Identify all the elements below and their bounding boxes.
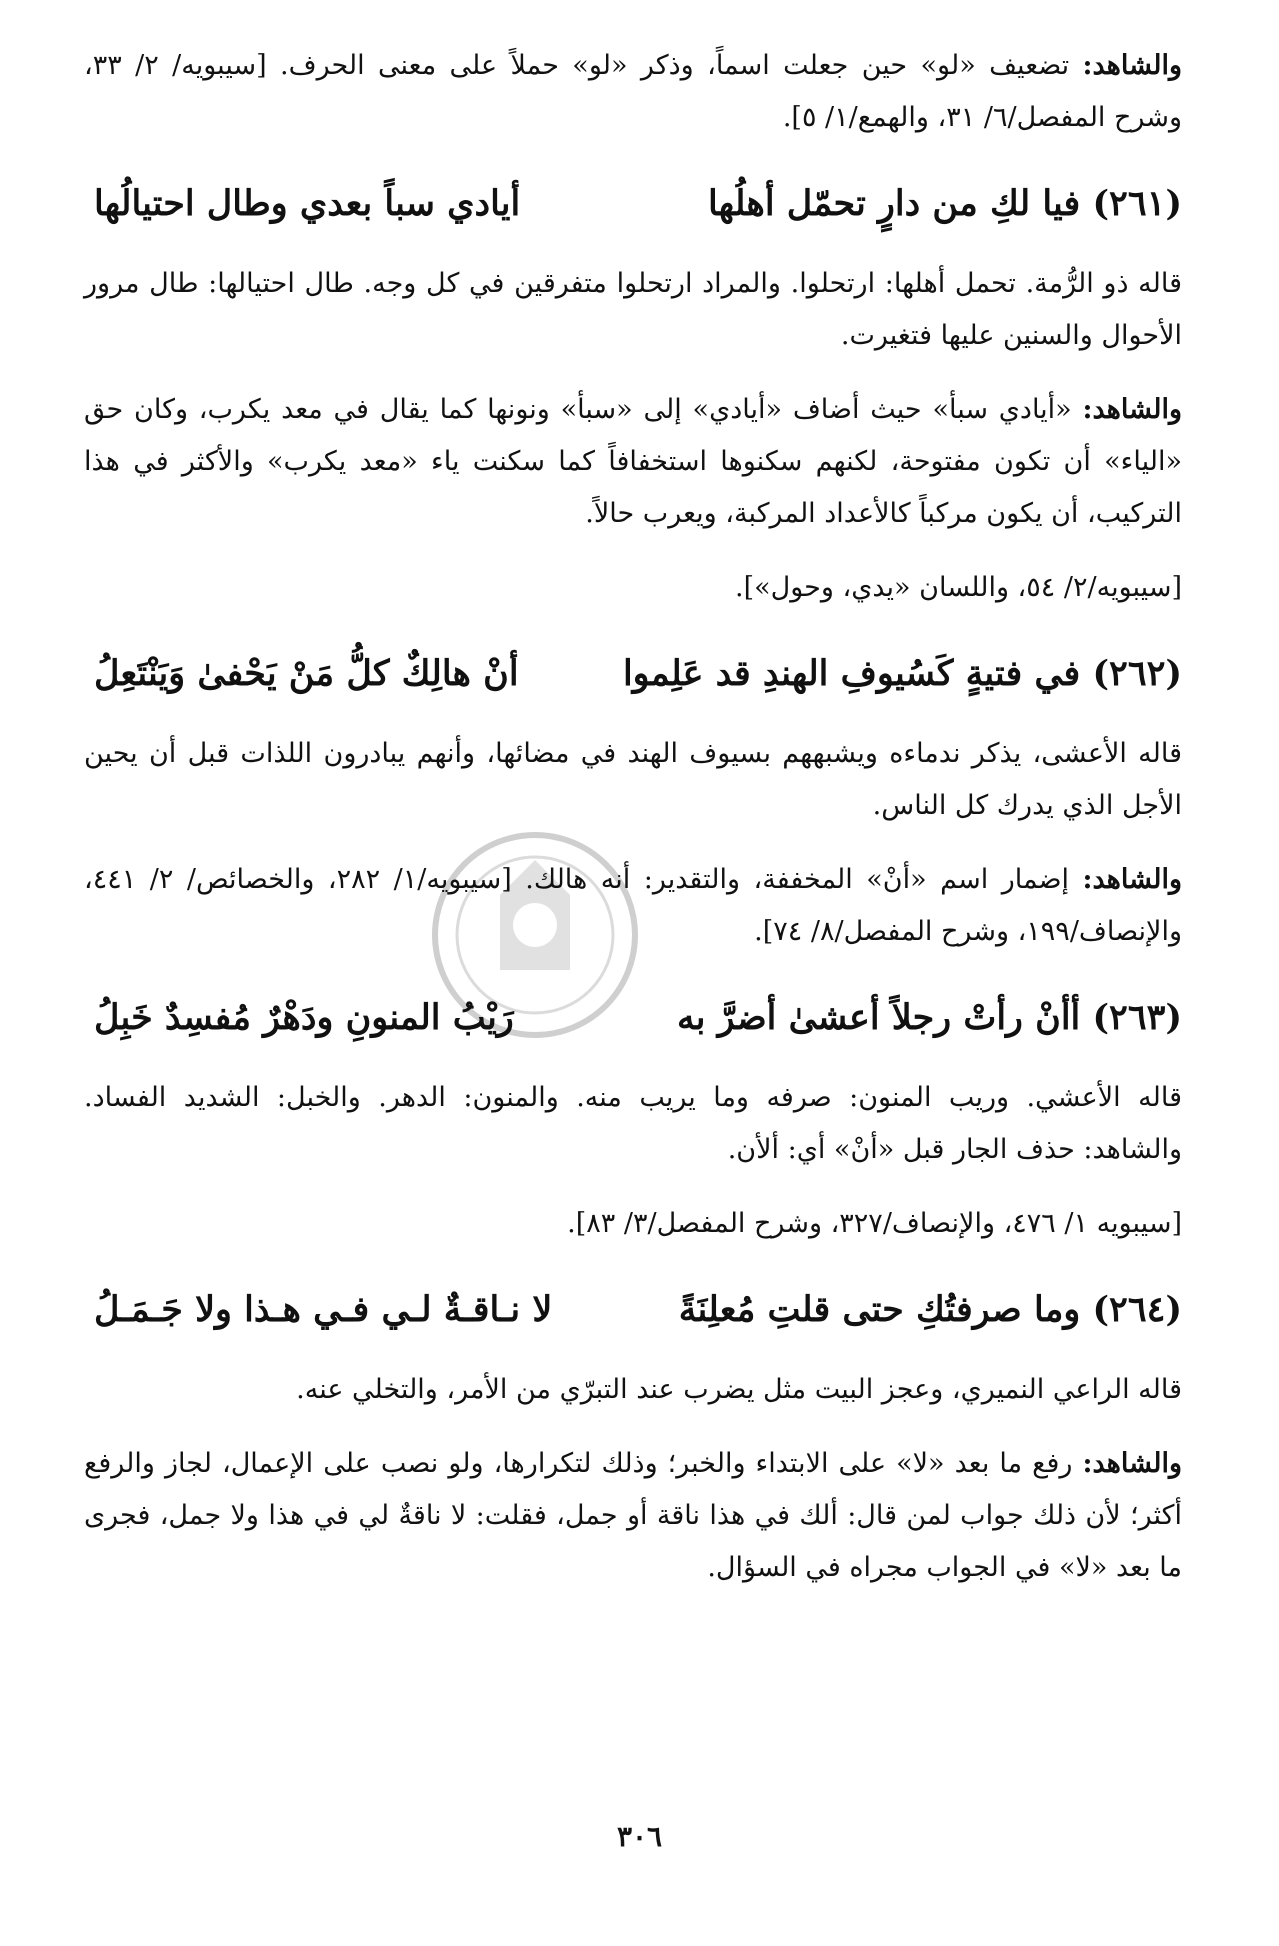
- verse-second-hemistich: أيادي سباً بعدي وطال احتيالُها: [94, 183, 521, 224]
- paragraph-text: «أيادي سبأ» حيث أضاف «أيادي» إلى «سبأ» ونونها كما يقال في معد يكرب، وكان حق «الياء» أن تكون مفتوحة، لكنهم سكنوها استخفافاً كما سكنت ياء «معد يكرب» والأكثر في هذا التركيب، أن يكون مركباً كالأعداد المركبة، ويعرب حالاً.: [84, 394, 1182, 529]
- commentary-paragraph: [84, 40, 1182, 144]
- commentary-paragraph: [84, 1438, 1182, 1594]
- verse-line: [84, 642, 1182, 706]
- verse-first-hemistich: (٢٦١) فيا لكِ من دارٍ تحمّل أهلُها: [708, 183, 1182, 224]
- paragraph-text: [سيبويه/٢/ ٥٤، واللسان «يدي، وحول»].: [734, 572, 1182, 603]
- commentary-paragraph: [84, 384, 1182, 540]
- verse-line: [84, 986, 1182, 1050]
- verse-line: [84, 1278, 1182, 1342]
- paragraph-lead: والشاهد:: [1082, 864, 1183, 895]
- commentary-paragraph: [84, 1198, 1182, 1250]
- document-page: [84, 40, 1182, 1594]
- paragraph-text: إضمار اسم «أنْ» المخففة، والتقدير: أنه هالك. [سيبويه/١/ ٢٨٢، والخصائص/ ٢/ ٤٤١، والإنصاف/١٩٩، وشرح المفصل/٨/ ٧٤].: [84, 864, 1182, 947]
- paragraph-lead: والشاهد:: [1082, 50, 1183, 81]
- paragraph-text: قاله ذو الرُّمة. تحمل أهلها: ارتحلوا. والمراد ارتحلوا متفرقين في كل وجه. طال احتيالها: طال مرور الأحوال والسنين عليها فتغيرت.: [84, 268, 1182, 351]
- paragraph-text: رفع ما بعد «لا» على الابتداء والخبر؛ وذلك لتكرارها، ولو نصب على الإعمال، لجاز والرفع أكثر؛ لأن ذلك جواب لمن قال: ألك في هذا ناقة أو جمل، فقلت: لا ناقةٌ لي في هذا ولا جمل، فجرى ما بعد «لا» في الجواب مجراه في السؤال.: [84, 1448, 1182, 1583]
- verse-second-hemistich: رَيْبُ المنونِ ودَهْرٌ مُفسِدٌ خَبِلُ: [94, 997, 514, 1038]
- verse-first-hemistich: (٢٦٢) في فتيةٍ كَسُيوفِ الهندِ قد عَلِموا: [622, 653, 1182, 694]
- paragraph-text: قاله الأعشي. وريب المنون: صرفه وما يريب منه. والمنون: الدهر. والخبل: الشديد الفساد. والشاهد: حذف الجار قبل «أنْ» أي: ألأن.: [84, 1082, 1182, 1165]
- page-number: ٣٠٦: [616, 1820, 663, 1853]
- paragraph-text: [سيبويه ١/ ٤٧٦، والإنصاف/٣٢٧، وشرح المفصل/٣/ ٨٣].: [567, 1208, 1182, 1239]
- verse-first-hemistich: (٢٦٤) وما صرفتُكِ حتى قلتِ مُعلِنَةً: [678, 1289, 1182, 1330]
- paragraph-text: قاله الأعشى، يذكر ندماءه ويشبههم بسيوف الهند في مضائها، وأنهم يبادرون اللذات قبل أن يحين الأجل الذي يدرك كل الناس.: [84, 738, 1182, 821]
- verse-second-hemistich: أنْ هالِكٌ كلُّ مَنْ يَحْفىٰ وَيَنْتَعِلُ: [94, 653, 519, 694]
- paragraph-text: قاله الراعي النميري، وعجز البيت مثل يضرب عند التبرّي من الأمر، والتخلي عنه.: [296, 1374, 1182, 1405]
- commentary-paragraph: [84, 1364, 1182, 1416]
- commentary-paragraph: [84, 728, 1182, 832]
- commentary-paragraph: [84, 854, 1182, 958]
- commentary-paragraph: [84, 258, 1182, 362]
- verse-line: [84, 172, 1182, 236]
- commentary-paragraph: [84, 1072, 1182, 1176]
- verse-second-hemistich: لا نـاقـةٌ لـي فـي هـذا ولا جَـمَـلُ: [94, 1289, 553, 1330]
- paragraph-text: تضعيف «لو» حين جعلت اسماً، وذكر «لو» حملاً على معنى الحرف. [سيبويه/ ٢/ ٣٣، وشرح المفصل/٦/ ٣١، والهمع/١/ ٥].: [84, 50, 1182, 133]
- paragraph-lead: والشاهد:: [1082, 394, 1182, 425]
- paragraph-lead: والشاهد:: [1082, 1448, 1182, 1479]
- verse-first-hemistich: (٢٦٣) أأنْ رأتْ رجلاً أعشىٰ أضرَّ به: [676, 997, 1182, 1038]
- commentary-paragraph: [84, 562, 1182, 614]
